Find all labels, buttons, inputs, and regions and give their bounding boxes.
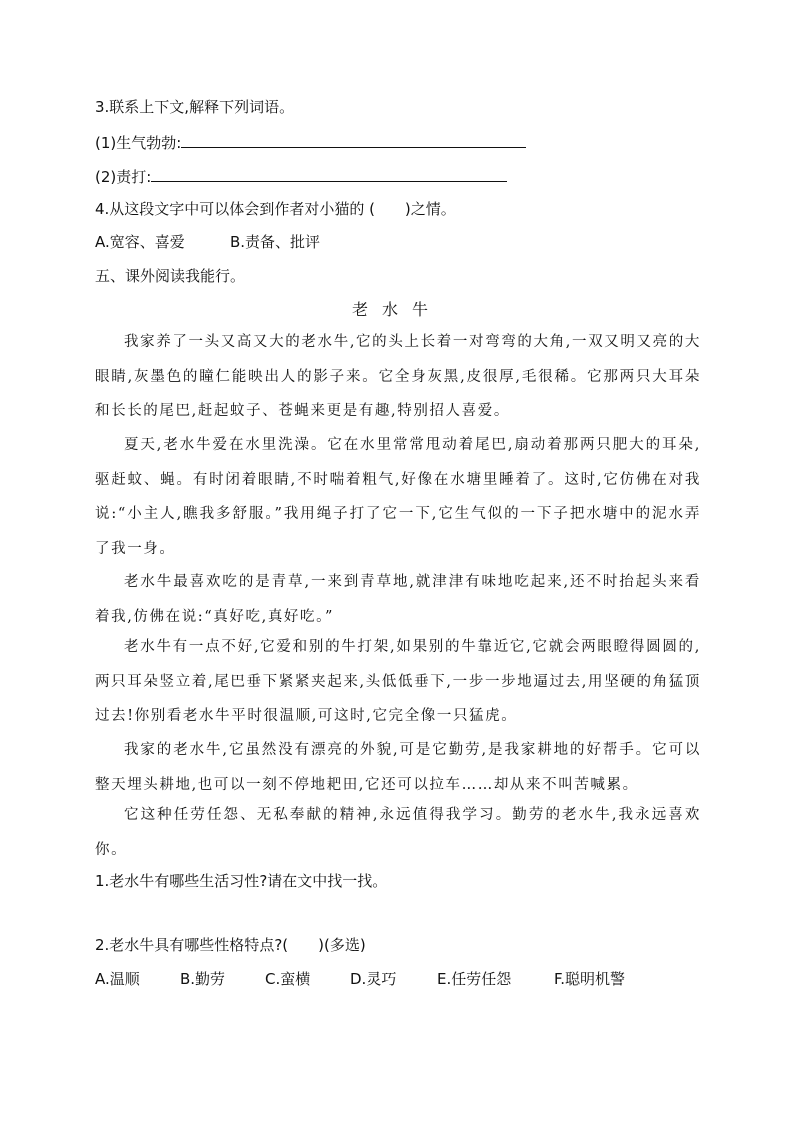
section-5-heading: 五、课外阅读我能行。 [95, 267, 246, 285]
q3-item1 [95, 132, 526, 153]
r2-options [95, 969, 625, 989]
story-paragraph-5: 我家的老水牛,它虽然没有漂亮的外貌,可是它勤劳,是我家耕地的好帮手。它可以整天埋头耕地,也可以一刻不停地耙田,它还可以拉车……却从来不叫苦喊累。 [95, 742, 701, 793]
q3-item2-answer-blank[interactable] [151, 166, 507, 182]
r2-title: 2.老水牛具有哪些性格特点?( )(多选) [95, 936, 366, 954]
r2-option-a[interactable]: A.温顺 [95, 970, 140, 988]
q3-item1-label: (1)生气勃勃: [95, 134, 182, 152]
story-paragraph-1: 我家养了一头又高又大的老水牛,它的头上长着一对弯弯的大角,一双又明又亮的大眼睛,灰墨色的瞳仁能映出人的影子来。它全身灰黑,皮很厚,毛很稀。它那两只大耳朵和长长的尾巴,赶起蚊子、苍蝇来更是有趣,特别招人喜爱。 [95, 334, 701, 419]
story-title: 老水牛 [351, 300, 442, 319]
r2-option-d[interactable]: D.灵巧 [350, 970, 397, 988]
story-paragraph-4: 老水牛有一点不好,它爱和别的牛打架,如果别的牛靠近它,它就会两眼瞪得圆圆的,两只耳朵竖立着,尾巴垂下紧紧夹起来,头低低垂下,一步一步地逼过去,用坚硬的角猛顶过去!你别看老水牛平时很温顺,可这时,它完全像一只猛虎。 [95, 639, 701, 724]
story-paragraph-2: 夏天,老水牛爱在水里洗澡。它在水里常常甩动着尾巴,扇动着那两只肥大的耳朵,驱赶蚊、蝇。有时闭着眼睛,不时喘着粗气,好像在水塘里睡着了。这时,它仿佛在对我说:“小主人,瞧我多舒服。”我用绳子打了它一下,它生气似的一下子把水塘中的泥水弄了我一身。 [95, 437, 701, 557]
story-paragraph-3: 老水牛最喜欢吃的是青草,一来到青草地,就津津有味地吃起来,还不时抬起头来看着我,仿佛在说:“真好吃,真好吃。” [95, 574, 701, 625]
story-paragraph-6: 它这种任劳任怨、无私奉献的精神,永远值得我学习。勤劳的老水牛,我永远喜欢你。 [95, 807, 701, 858]
q3-item2-label: (2)责打: [95, 168, 152, 186]
q4-title: 4.从这段文字中可以体会到作者对小猫的 ( )之情。 [95, 200, 456, 218]
q4-option-b[interactable]: B.责备、批评 [230, 233, 321, 251]
r2-option-e[interactable]: E.任劳任怨 [437, 970, 512, 988]
q3-item1-answer-blank[interactable] [181, 132, 526, 148]
q4-options [95, 232, 320, 252]
r2-option-b[interactable]: B.勤劳 [180, 970, 226, 988]
r2-option-c[interactable]: C.蛮横 [265, 970, 311, 988]
r1-title: 1.老水牛有哪些生活习性?请在文中找一找。 [95, 872, 388, 890]
r2-option-f[interactable]: F.聪明机警 [554, 970, 625, 988]
q3-item2 [95, 166, 507, 187]
q3-title: 3.联系上下文,解释下列词语。 [95, 98, 295, 116]
q4-option-a[interactable]: A.宽容、喜爱 [95, 233, 185, 251]
